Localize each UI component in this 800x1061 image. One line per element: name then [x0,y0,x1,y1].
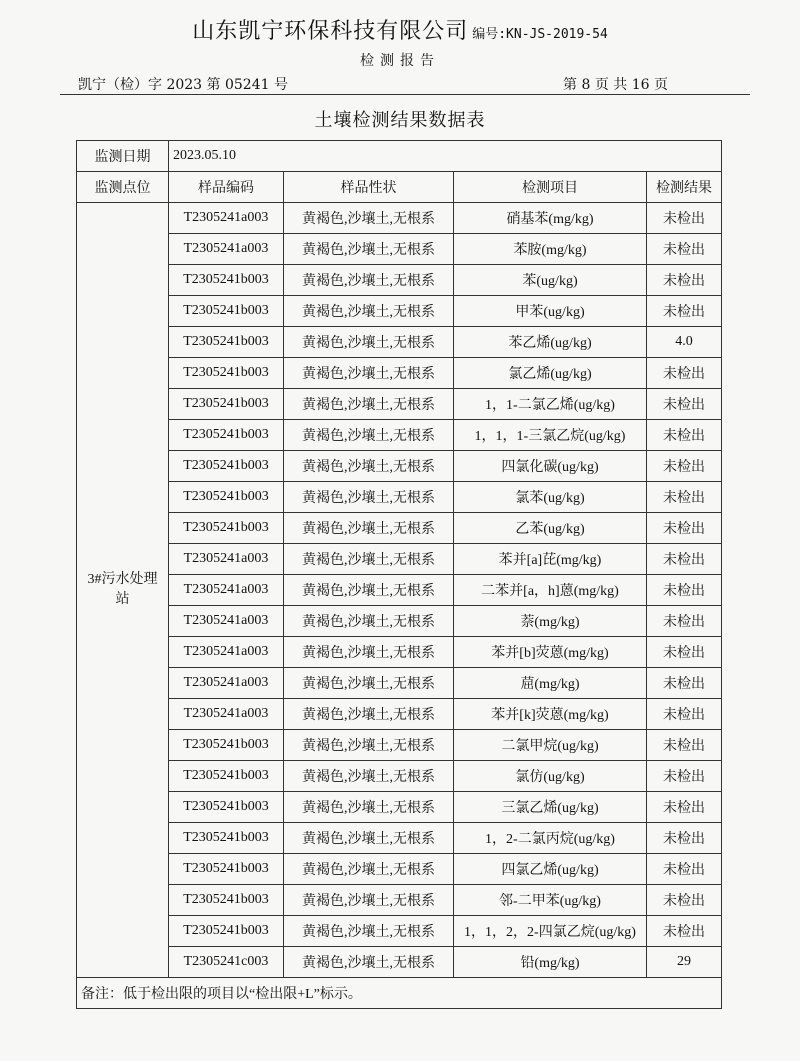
table-row [77,637,722,668]
result-cell: 4.0 [647,327,722,358]
sample-nature-cell: 黄褐色,沙壤土,无根系 [284,575,454,606]
sample-code-cell: T2305241b003 [169,482,284,513]
table-row [77,668,722,699]
sample-nature-cell: 黄褐色,沙壤土,无根系 [284,389,454,420]
test-item-cell: 1，1，1-三氯乙烷(ug/kg) [454,420,647,451]
report-meta [78,74,668,94]
result-cell: 未检出 [647,761,722,792]
table-row [77,389,722,420]
sample-nature-cell: 黄褐色,沙壤土,无根系 [284,513,454,544]
sample-code-cell: T2305241b003 [169,389,284,420]
date-row [77,141,722,172]
result-cell: 未检出 [647,451,722,482]
table-row [77,606,722,637]
result-cell: 未检出 [647,606,722,637]
col-header-test-item: 检测项目 [454,172,647,203]
result-cell: 未检出 [647,792,722,823]
table-row [77,420,722,451]
sample-nature-cell: 黄褐色,沙壤土,无根系 [284,916,454,947]
sample-code-cell: T2305241a003 [169,544,284,575]
sample-code-cell: T2305241b003 [169,451,284,482]
result-cell: 未检出 [647,482,722,513]
sample-nature-cell: 黄褐色,沙壤土,无根系 [284,420,454,451]
result-cell: 未检出 [647,513,722,544]
result-cell: 未检出 [647,668,722,699]
test-item-cell: 乙苯(ug/kg) [454,513,647,544]
sample-nature-cell: 黄褐色,沙壤土,无根系 [284,699,454,730]
test-item-cell: 苯并[a]芘(mg/kg) [454,544,647,575]
test-item-cell: 硝基苯(mg/kg) [454,203,647,234]
sample-nature-cell: 黄褐色,沙壤土,无根系 [284,885,454,916]
page-info: 第 8 页 共 16 页 [563,77,668,93]
test-item-cell: 苯胺(mg/kg) [454,234,647,265]
table-row [77,575,722,606]
sample-nature-cell: 黄褐色,沙壤土,无根系 [284,358,454,389]
col-header-sample-code: 样品编码 [169,172,284,203]
sample-code-cell: T2305241a003 [169,637,284,668]
sample-code-cell: T2305241b003 [169,358,284,389]
sample-code-cell: T2305241a003 [169,575,284,606]
date-value: 2023.05.10 [169,141,722,172]
location-cell: 3#污水处理站 [77,203,169,978]
header-divider [60,94,750,95]
sample-nature-cell: 黄褐色,沙壤土,无根系 [284,327,454,358]
result-cell: 未检出 [647,854,722,885]
test-item-cell: 二苯并[a，h]蒽(mg/kg) [454,575,647,606]
test-item-cell: 䓛(mg/kg) [454,668,647,699]
test-item-cell: 1，1，2，2-四氯乙烷(ug/kg) [454,916,647,947]
result-cell: 未检出 [647,637,722,668]
sample-nature-cell: 黄褐色,沙壤土,无根系 [284,203,454,234]
test-item-cell: 苯并[k]荧蒽(mg/kg) [454,699,647,730]
sample-code-cell: T2305241b003 [169,916,284,947]
result-cell: 未检出 [647,234,722,265]
test-item-cell: 铅(mg/kg) [454,947,647,978]
sample-code-cell: T2305241b003 [169,823,284,854]
test-item-cell: 苯乙烯(ug/kg) [454,327,647,358]
sample-code-cell: T2305241a003 [169,606,284,637]
sample-code-cell: T2305241b003 [169,792,284,823]
sample-code-cell: T2305241c003 [169,947,284,978]
note-row [77,978,722,1009]
result-cell: 未检出 [647,544,722,575]
result-cell: 未检出 [647,885,722,916]
sample-nature-cell: 黄褐色,沙壤土,无根系 [284,234,454,265]
sample-code-cell: T2305241b003 [169,513,284,544]
test-item-cell: 氯乙烯(ug/kg) [454,358,647,389]
table-row [77,699,722,730]
table-row [77,203,722,234]
sample-code-cell: T2305241b003 [169,420,284,451]
test-item-cell: 苯(ug/kg) [454,265,647,296]
result-cell: 未检出 [647,730,722,761]
test-item-cell: 1，1-二氯乙烯(ug/kg) [454,389,647,420]
test-item-cell: 四氯化碳(ug/kg) [454,451,647,482]
table-row [77,854,722,885]
sample-code-cell: T2305241b003 [169,885,284,916]
sample-nature-cell: 黄褐色,沙壤土,无根系 [284,730,454,761]
test-item-cell: 甲苯(ug/kg) [454,296,647,327]
sample-nature-cell: 黄褐色,沙壤土,无根系 [284,482,454,513]
company-name: 山东凯宁环保科技有限公司 [192,19,469,44]
sample-code-cell: T2305241b003 [169,854,284,885]
table-row [77,544,722,575]
test-item-cell: 苯并[b]荧蒽(mg/kg) [454,637,647,668]
company-header [0,14,800,45]
table-row [77,234,722,265]
table-row [77,265,722,296]
test-item-cell: 氯苯(ug/kg) [454,482,647,513]
test-item-cell: 邻-二甲苯(ug/kg) [454,885,647,916]
col-header-location: 监测点位 [77,172,169,203]
result-cell: 未检出 [647,296,722,327]
result-cell: 未检出 [647,575,722,606]
table-note: 备注：低于检出限的项目以“检出限+L”标示。 [77,978,722,1009]
table-row [77,823,722,854]
sample-code-cell: T2305241a003 [169,699,284,730]
sample-nature-cell: 黄褐色,沙壤土,无根系 [284,792,454,823]
sample-nature-cell: 黄褐色,沙壤土,无根系 [284,606,454,637]
test-item-cell: 二氯甲烷(ug/kg) [454,730,647,761]
result-cell: 未检出 [647,203,722,234]
soil-results-table [76,140,722,1009]
test-item-cell: 氯仿(ug/kg) [454,761,647,792]
sample-code-cell: T2305241b003 [169,730,284,761]
result-cell: 未检出 [647,265,722,296]
sample-code-cell: T2305241b003 [169,327,284,358]
sample-code-cell: T2305241a003 [169,234,284,265]
table-row [77,792,722,823]
table-row [77,916,722,947]
sample-code-cell: T2305241a003 [169,203,284,234]
sample-nature-cell: 黄褐色,沙壤土,无根系 [284,761,454,792]
sample-nature-cell: 黄褐色,沙壤土,无根系 [284,854,454,885]
result-cell: 未检出 [647,389,722,420]
sample-code-cell: T2305241b003 [169,265,284,296]
test-item-cell: 三氯乙烯(ug/kg) [454,792,647,823]
table-row [77,947,722,978]
report-number: 凯宁（检）字 2023 第 05241 号 [78,77,288,93]
table-title: 土壤检测结果数据表 [314,110,486,131]
result-cell: 未检出 [647,358,722,389]
sample-nature-cell: 黄褐色,沙壤土,无根系 [284,637,454,668]
date-label: 监测日期 [77,141,169,172]
result-cell: 未检出 [647,420,722,451]
col-header-sample-nature: 样品性状 [284,172,454,203]
test-item-cell: 萘(mg/kg) [454,606,647,637]
sample-nature-cell: 黄褐色,沙壤土,无根系 [284,668,454,699]
result-cell: 29 [647,947,722,978]
table-row [77,730,722,761]
table-row [77,761,722,792]
table-row [77,513,722,544]
table-row [77,358,722,389]
document-code: 编号:KN-JS-2019-54 [472,27,608,42]
sample-code-cell: T2305241b003 [169,296,284,327]
test-item-cell: 四氯乙烯(ug/kg) [454,854,647,885]
sample-nature-cell: 黄褐色,沙壤土,无根系 [284,544,454,575]
table-row [77,482,722,513]
sample-nature-cell: 黄褐色,沙壤土,无根系 [284,947,454,978]
sample-nature-cell: 黄褐色,沙壤土,无根系 [284,296,454,327]
table-row [77,296,722,327]
sample-code-cell: T2305241a003 [169,668,284,699]
table-row [77,327,722,358]
sample-code-cell: T2305241b003 [169,761,284,792]
col-header-result: 检测结果 [647,172,722,203]
sample-nature-cell: 黄褐色,沙壤土,无根系 [284,265,454,296]
table-row [77,451,722,482]
table-row [77,885,722,916]
report-subtitle: 检测报告 [360,53,440,69]
test-item-cell: 1，2-二氯丙烷(ug/kg) [454,823,647,854]
result-cell: 未检出 [647,699,722,730]
result-cell: 未检出 [647,916,722,947]
header-row [77,172,722,203]
sample-nature-cell: 黄褐色,沙壤土,无根系 [284,451,454,482]
sample-nature-cell: 黄褐色,沙壤土,无根系 [284,823,454,854]
result-cell: 未检出 [647,823,722,854]
